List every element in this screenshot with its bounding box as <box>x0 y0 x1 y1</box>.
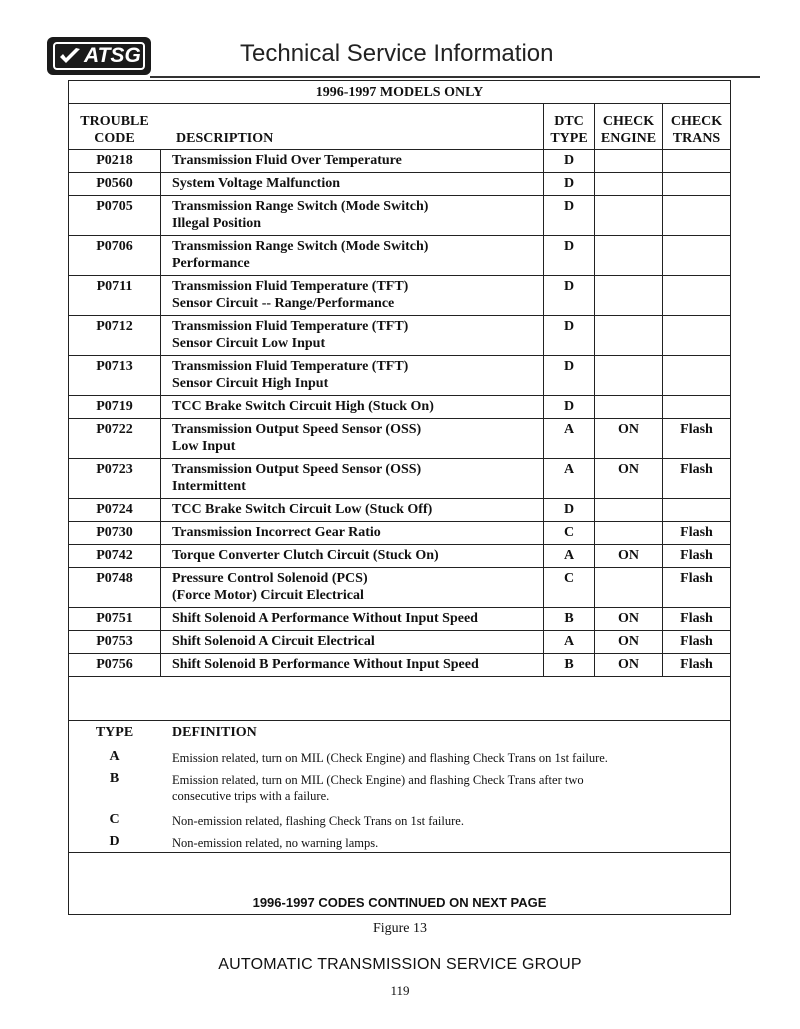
check-engine-status: ON <box>618 462 639 477</box>
definitions-definition-header: DEFINITION <box>172 725 257 740</box>
continued-note: 1996-1997 CODES CONTINUED ON NEXT PAGE <box>252 895 547 910</box>
description-line: Transmission Output Speed Sensor (OSS) <box>172 422 422 437</box>
dtc-type: C <box>563 525 575 540</box>
check-engine-status: ON <box>618 634 639 649</box>
check-trans-status: Flash <box>680 634 713 649</box>
col-header-check-trans: CHECK TRANS <box>670 114 723 146</box>
trouble-code: P0753 <box>96 634 133 649</box>
header-column-divider <box>662 104 663 149</box>
atsg-logo <box>47 37 151 75</box>
check-trans-status: Flash <box>680 548 713 563</box>
row-divider <box>69 418 730 419</box>
row-divider <box>69 567 730 568</box>
description-line: (Force Motor) Circuit Electrical <box>172 588 364 603</box>
trouble-code: P0706 <box>96 239 133 254</box>
row-divider <box>69 149 730 150</box>
check-trans-status: Flash <box>680 422 713 437</box>
row-divider <box>69 676 730 677</box>
dtc-type: D <box>563 399 575 414</box>
trouble-code: P0719 <box>96 399 133 414</box>
check-trans-status: Flash <box>680 525 713 540</box>
definition-text: Non-emission related, flashing Check Trans on 1st failure. <box>172 814 464 828</box>
trouble-code: P0711 <box>96 279 133 294</box>
trouble-code: P0560 <box>96 176 133 191</box>
description-line: TCC Brake Switch Circuit Low (Stuck Off) <box>172 502 433 517</box>
row-divider <box>69 544 730 545</box>
page-title: Technical Service Information <box>240 40 554 67</box>
description-line: Transmission Fluid Temperature (TFT) <box>172 279 409 294</box>
definition-text: Non-emission related, no warning lamps. <box>172 836 379 850</box>
check-engine-status: ON <box>618 422 639 437</box>
dtc-type: A <box>563 634 575 649</box>
dtc-type: D <box>563 319 575 334</box>
description-line: Transmission Fluid Temperature (TFT) <box>172 359 409 374</box>
column-divider <box>160 149 161 676</box>
dtc-type: D <box>563 279 575 294</box>
check-engine-status: ON <box>618 611 639 626</box>
definition-type: B <box>109 771 120 786</box>
column-divider <box>662 149 663 676</box>
checkmark-icon <box>59 47 81 65</box>
dtc-type: B <box>564 611 574 626</box>
dtc-type: D <box>563 502 575 517</box>
dtc-type: D <box>563 199 575 214</box>
trouble-code: P0730 <box>96 525 133 540</box>
dtc-type: B <box>564 657 574 672</box>
description-line: Sensor Circuit -- Range/Performance <box>172 296 395 311</box>
description-line: Shift Solenoid A Performance Without Input Speed <box>172 611 478 626</box>
row-divider <box>69 315 730 316</box>
col-header-check-engine: CHECK ENGINE <box>600 114 657 146</box>
check-trans-status: Flash <box>680 462 713 477</box>
row-divider <box>69 630 730 631</box>
check-trans-status: Flash <box>680 657 713 672</box>
footer-organization: AUTOMATIC TRANSMISSION SERVICE GROUP <box>218 956 582 973</box>
trouble-code: P0748 <box>96 571 133 586</box>
definitions-type-header: TYPE <box>95 725 134 740</box>
description-line: Transmission Output Speed Sensor (OSS) <box>172 462 422 477</box>
dtc-type: D <box>563 239 575 254</box>
definition-type: A <box>109 749 120 764</box>
description-line: Illegal Position <box>172 216 262 231</box>
description-line: Shift Solenoid A Circuit Electrical <box>172 634 375 649</box>
row-divider <box>69 395 730 396</box>
definitions-bottom-rule <box>69 852 730 853</box>
check-trans-status: Flash <box>680 571 713 586</box>
trouble-code: P0218 <box>96 153 133 168</box>
description-line: Sensor Circuit Low Input <box>172 336 326 351</box>
trouble-code: P0712 <box>96 319 133 334</box>
trouble-code: P0742 <box>96 548 133 563</box>
definition-type: D <box>109 834 120 849</box>
description-line: Transmission Fluid Temperature (TFT) <box>172 319 409 334</box>
dtc-type: A <box>563 548 575 563</box>
row-divider <box>69 235 730 236</box>
definition-type: C <box>109 812 120 827</box>
table-banner: 1996-1997 MODELS ONLY <box>69 81 730 104</box>
definition-text: Emission related, turn on MIL (Check Engine) and flashing Check Trans on 1st failure. <box>172 751 608 765</box>
trouble-code: P0705 <box>96 199 133 214</box>
dtc-type: D <box>563 359 575 374</box>
description-line: Pressure Control Solenoid (PCS) <box>172 571 368 586</box>
dtc-table-frame <box>68 80 731 915</box>
description-line: Transmission Incorrect Gear Ratio <box>172 525 381 540</box>
description-line: Transmission Range Switch (Mode Switch) <box>172 239 429 254</box>
row-divider <box>69 653 730 654</box>
header-divider <box>150 76 760 78</box>
description-line: Performance <box>172 256 250 271</box>
row-divider <box>69 498 730 499</box>
description-line: TCC Brake Switch Circuit High (Stuck On) <box>172 399 434 414</box>
description-line: System Voltage Malfunction <box>172 176 340 191</box>
description-line: Transmission Fluid Over Temperature <box>172 153 402 168</box>
definitions-divider <box>69 720 730 721</box>
header-column-divider <box>543 104 544 149</box>
row-divider <box>69 607 730 608</box>
trouble-code: P0756 <box>96 657 133 672</box>
description-line: Torque Converter Clutch Circuit (Stuck On) <box>172 548 439 563</box>
dtc-type: A <box>563 462 575 477</box>
col-header-dtc-type: DTC TYPE <box>550 114 588 146</box>
description-line: Shift Solenoid B Performance Without Input Speed <box>172 657 479 672</box>
page-number: 119 <box>390 983 410 998</box>
logo-text: ATSG <box>84 44 141 67</box>
check-trans-status: Flash <box>680 611 713 626</box>
column-divider <box>594 149 595 676</box>
row-divider <box>69 521 730 522</box>
dtc-type: D <box>563 153 575 168</box>
row-divider <box>69 172 730 173</box>
trouble-code: P0723 <box>96 462 133 477</box>
dtc-type: A <box>563 422 575 437</box>
row-divider <box>69 275 730 276</box>
row-divider <box>69 355 730 356</box>
figure-caption: Figure 13 <box>372 921 428 936</box>
check-engine-status: ON <box>618 657 639 672</box>
trouble-code: P0751 <box>96 611 133 626</box>
trouble-code: P0713 <box>96 359 133 374</box>
trouble-code: P0722 <box>96 422 133 437</box>
check-engine-status: ON <box>618 548 639 563</box>
row-divider <box>69 195 730 196</box>
description-line: Sensor Circuit High Input <box>172 376 329 391</box>
dtc-type: C <box>563 571 575 586</box>
definition-text: consecutive trips with a failure. <box>172 789 330 803</box>
header-column-divider <box>594 104 595 149</box>
description-line: Transmission Range Switch (Mode Switch) <box>172 199 429 214</box>
trouble-code: P0724 <box>96 502 133 517</box>
row-divider <box>69 458 730 459</box>
definition-text: Emission related, turn on MIL (Check Engine) and flashing Check Trans after two <box>172 773 584 787</box>
dtc-type: D <box>563 176 575 191</box>
description-line: Low Input <box>172 439 236 454</box>
description-line: Intermittent <box>172 479 246 494</box>
col-header-trouble-code: TROUBLE CODE <box>80 114 149 146</box>
col-header-description: DESCRIPTION <box>176 131 274 146</box>
